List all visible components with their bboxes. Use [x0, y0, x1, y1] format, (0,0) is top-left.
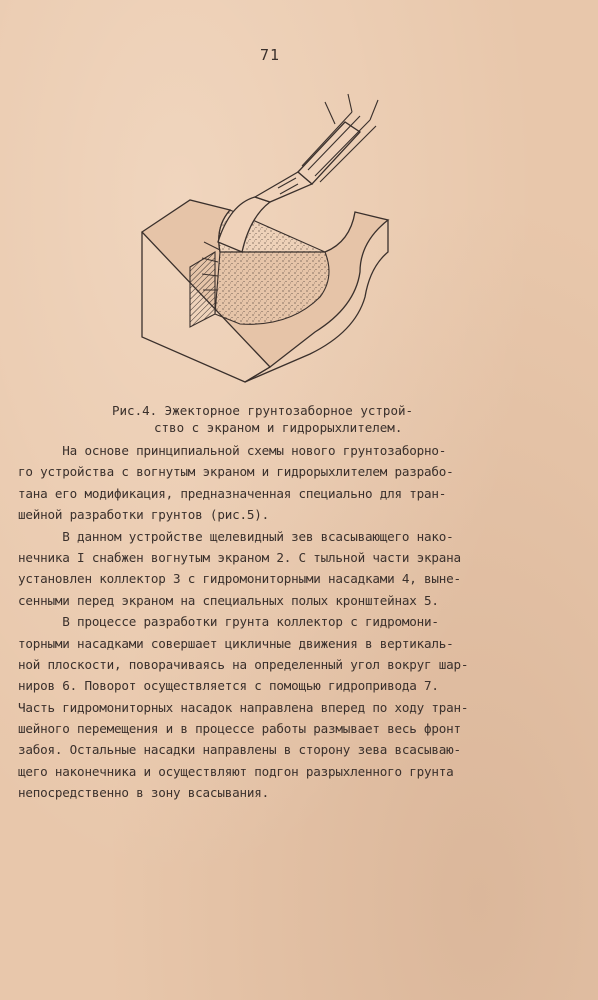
figure-caption: [112, 402, 512, 436]
text-line: В процессе разработки грунта коллектор с гидромони-: [18, 614, 439, 630]
text-line: ной плоскости, поворачиваясь на определенный угол вокруг шар-: [18, 656, 469, 672]
text-line: установлен коллектор 3 с гидромониторными насадками 4, выне-: [18, 571, 461, 587]
text-line: Часть гидромониторных насадок направлена вперед по ходу тран-: [18, 699, 469, 715]
text-line: На основе принципиальной схемы нового грунтозаборно-: [18, 443, 447, 458]
text-line: В данном устройстве щелевидный зев всасывающего нако-: [18, 528, 454, 544]
text-line: нечника I снабжен вогнутым экраном 2. С тыльной части экрана: [18, 549, 461, 565]
caption-line-1: Рис.4. Эжекторное грунтозаборное устрой-: [112, 403, 414, 418]
text-line: непосредственно в зону всасывания.: [18, 785, 269, 801]
text-line: тана его модификация, предназначенная специально для тран-: [18, 485, 447, 501]
text-line: сенными перед экраном на специальных полых кронштейнах 5.: [18, 592, 439, 608]
page-number: 71: [259, 46, 281, 64]
text-line: забоя. Остальные насадки направлены в сторону зева всасываю-: [18, 742, 461, 758]
text-line: щего наконечника и осуществляют подгон разрыхленного грунта: [18, 763, 454, 779]
figure-ejector-device-drawing: [120, 92, 480, 392]
text-line: торными насадками совершает цикличные движения в вертикаль-: [18, 635, 454, 651]
text-line: го устройства с вогнутым экраном и гидрорыхлителем разрабо-: [18, 464, 454, 480]
text-line: ниров 6. Поворот осуществляется с помощью гидропривода 7.: [18, 678, 439, 694]
caption-line-2: ство с экраном и гидрорыхлителем.: [154, 420, 403, 435]
body-text: [18, 440, 538, 804]
text-line: шейной разработки грунтов (рис.5).: [18, 507, 269, 523]
text-line: шейного перемещения и в процессе работы размывает весь фронт: [18, 721, 461, 737]
suction-nozzle: [218, 122, 360, 252]
